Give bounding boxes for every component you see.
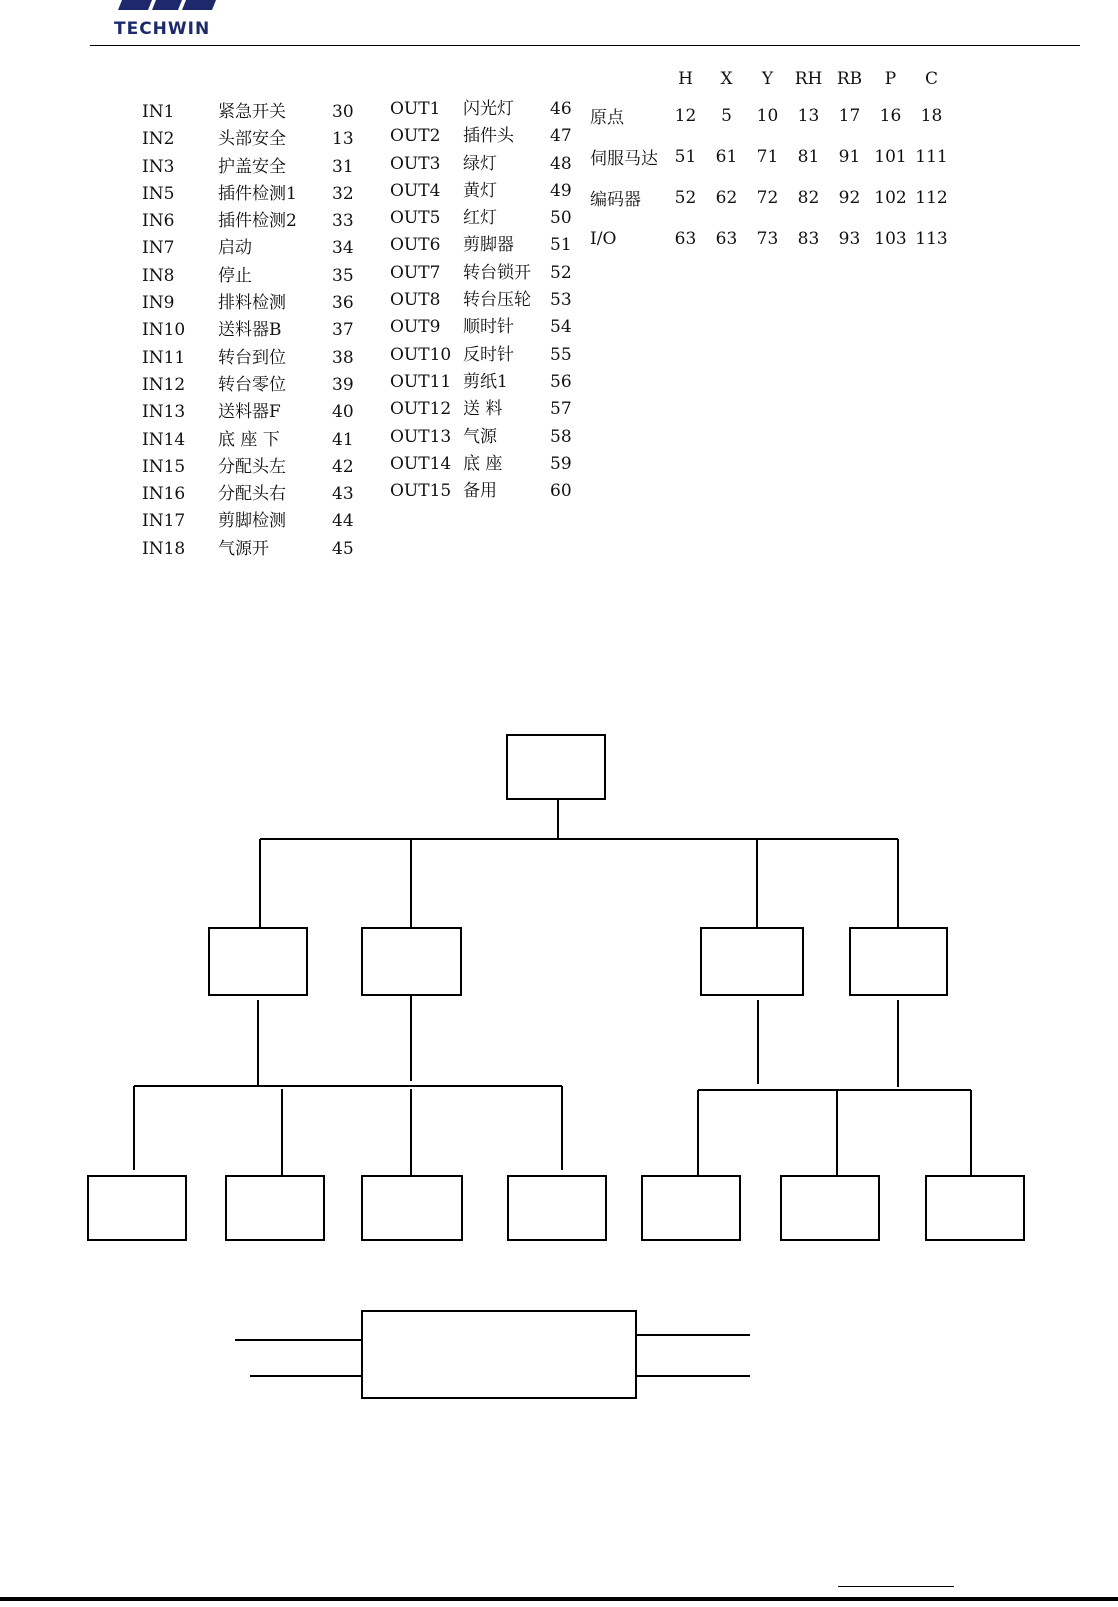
axis-cell: 51 — [674, 146, 697, 167]
input-name: 插件检测2 — [218, 211, 297, 232]
axis-column-header: H — [678, 69, 693, 89]
input-number: 45 — [332, 538, 354, 559]
bottom-box — [362, 1311, 636, 1398]
level2-box-1 — [88, 1176, 186, 1240]
output-number: 54 — [550, 317, 572, 338]
output-id: OUT7 — [390, 262, 441, 283]
axis-row-label: I/O — [590, 228, 617, 249]
input-name: 分配头右 — [218, 484, 286, 505]
input-id: IN18 — [142, 538, 186, 559]
axis-column-header: RH — [794, 69, 823, 89]
axis-cell: 81 — [797, 146, 820, 167]
output-number: 55 — [550, 344, 572, 365]
axis-cell: 16 — [879, 105, 902, 126]
output-name: 闪光灯 — [463, 99, 514, 119]
input-id: IN16 — [142, 484, 186, 505]
level1-box-4 — [850, 928, 947, 995]
axis-cell: 83 — [797, 228, 820, 249]
level2-box-2 — [226, 1176, 324, 1240]
output-number: 57 — [550, 399, 572, 420]
axis-cell: 73 — [756, 228, 779, 249]
input-name: 分配头左 — [218, 456, 286, 477]
axis-cell: 63 — [715, 228, 738, 249]
axis-cell: 5 — [721, 105, 732, 126]
axis-cell: 113 — [915, 228, 948, 249]
axis-column-header: RB — [836, 69, 863, 89]
output-number: 59 — [550, 453, 572, 474]
input-number: 44 — [332, 511, 354, 532]
output-id: OUT2 — [390, 126, 441, 147]
level1-box-2 — [362, 928, 461, 995]
footer-short-rule — [838, 1586, 954, 1587]
axis-cell: 102 — [874, 187, 907, 208]
output-name: 转台锁开 — [463, 262, 531, 283]
input-id: IN13 — [142, 402, 186, 423]
level2-box-7 — [926, 1176, 1024, 1240]
input-id: IN12 — [142, 374, 186, 395]
input-id: IN6 — [142, 211, 175, 232]
axis-cell: 103 — [874, 228, 907, 249]
input-name: 排料检测 — [218, 293, 286, 314]
level2-box-3 — [362, 1176, 462, 1240]
axis-cell: 61 — [715, 146, 738, 167]
output-id: OUT9 — [390, 317, 441, 338]
axis-cell: 17 — [838, 105, 861, 126]
axis-row-label: 伺服马达 — [590, 149, 658, 169]
output-id: OUT4 — [390, 180, 441, 201]
input-number: 38 — [332, 347, 354, 368]
output-number: 52 — [550, 262, 572, 283]
axis-cell: 111 — [915, 146, 948, 167]
axis-cell: 63 — [674, 228, 697, 249]
axis-cell: 18 — [920, 105, 943, 126]
output-name: 绿灯 — [463, 153, 497, 174]
root-box — [507, 735, 605, 799]
axis-cell: 62 — [715, 187, 738, 208]
output-id: OUT6 — [390, 235, 441, 256]
input-number: 32 — [332, 183, 354, 204]
level2-box-5 — [642, 1176, 740, 1240]
output-number: 49 — [550, 180, 572, 201]
level2-box-6 — [781, 1176, 879, 1240]
output-number: 48 — [550, 153, 572, 174]
input-name: 护盖安全 — [218, 156, 286, 177]
axis-row-label: 原点 — [590, 108, 624, 128]
input-name: 转台到位 — [218, 347, 286, 368]
output-id: OUT5 — [390, 208, 441, 229]
input-name: 送料器B — [218, 320, 282, 341]
level1-box-1 — [209, 928, 307, 995]
axis-cell: 101 — [874, 146, 907, 167]
output-id: OUT13 — [390, 426, 452, 447]
axis-column-header: P — [884, 69, 897, 89]
axis-cell: 92 — [838, 187, 861, 208]
input-name: 转台零位 — [218, 374, 286, 395]
axis-cell: 91 — [838, 146, 861, 167]
input-name: 头部安全 — [218, 129, 286, 150]
input-number: 13 — [332, 129, 354, 150]
input-id: IN7 — [142, 238, 175, 259]
output-name: 红灯 — [463, 208, 497, 229]
input-id: IN11 — [142, 347, 186, 368]
output-name: 顺时针 — [463, 317, 514, 338]
output-number: 46 — [550, 99, 572, 119]
footer-divider — [0, 1597, 1118, 1601]
input-number: 39 — [332, 374, 354, 395]
level2-box-4 — [508, 1176, 606, 1240]
output-name: 气源 — [463, 426, 497, 447]
axis-column-header: C — [924, 69, 938, 89]
axis-cell: 72 — [756, 187, 779, 208]
input-name: 插件检测1 — [218, 183, 297, 204]
output-name: 黄灯 — [463, 180, 497, 201]
input-id: IN9 — [142, 293, 175, 314]
output-id: OUT14 — [390, 453, 452, 474]
input-id: IN3 — [142, 156, 175, 177]
output-number: 53 — [550, 290, 572, 311]
input-id: IN10 — [142, 320, 186, 341]
input-id: IN15 — [142, 456, 186, 477]
input-number: 41 — [332, 429, 354, 450]
input-name: 紧急开关 — [218, 102, 286, 122]
output-number: 50 — [550, 208, 572, 229]
input-id: IN2 — [142, 129, 175, 150]
input-number: 34 — [332, 238, 354, 259]
input-id: IN14 — [142, 429, 186, 450]
axis-cell: 52 — [674, 187, 697, 208]
output-name: 送 料 — [463, 399, 503, 420]
output-number: 51 — [550, 235, 572, 256]
axis-cell: 93 — [838, 228, 861, 249]
input-name: 启动 — [218, 238, 252, 259]
input-number: 37 — [332, 320, 354, 341]
output-name: 底 座 — [463, 453, 503, 474]
output-id: OUT1 — [390, 99, 441, 119]
output-id: OUT11 — [390, 371, 452, 392]
axis-column-header: Y — [761, 69, 774, 89]
input-id: IN8 — [142, 265, 175, 286]
output-id: OUT3 — [390, 153, 441, 174]
output-name: 转台压轮 — [463, 290, 531, 311]
input-number: 43 — [332, 484, 354, 505]
input-id: IN17 — [142, 511, 186, 532]
axis-cell: 71 — [756, 146, 779, 167]
output-id: OUT15 — [390, 481, 452, 502]
axis-cell: 112 — [915, 187, 948, 208]
output-id: OUT10 — [390, 344, 452, 365]
input-number: 42 — [332, 456, 354, 477]
axis-row-label: 编码器 — [590, 190, 641, 210]
output-number: 47 — [550, 126, 572, 147]
axis-cell: 82 — [797, 187, 820, 208]
output-name: 插件头 — [463, 126, 514, 147]
input-number: 35 — [332, 265, 354, 286]
axis-cell: 10 — [756, 105, 779, 126]
output-id: OUT8 — [390, 290, 441, 311]
axis-cell: 12 — [674, 105, 697, 126]
level1-box-3 — [701, 928, 803, 995]
input-name: 停止 — [218, 265, 252, 286]
input-name: 剪脚检测 — [218, 511, 286, 532]
output-number: 56 — [550, 371, 572, 392]
input-id: IN1 — [142, 102, 175, 122]
output-name: 剪脚器 — [463, 235, 514, 256]
axis-column-header: X — [720, 69, 733, 89]
output-name: 备用 — [463, 481, 497, 502]
input-name: 送料器F — [218, 402, 281, 423]
input-number: 31 — [332, 156, 354, 177]
output-name: 反时针 — [463, 344, 514, 365]
input-name: 气源开 — [218, 538, 269, 559]
input-number: 40 — [332, 402, 354, 423]
output-id: OUT12 — [390, 399, 452, 420]
axis-cell: 13 — [797, 105, 820, 126]
output-name: 剪纸1 — [463, 371, 508, 392]
input-number: 36 — [332, 293, 354, 314]
output-number: 58 — [550, 426, 572, 447]
input-id: IN5 — [142, 183, 175, 204]
input-number: 33 — [332, 211, 354, 232]
output-number: 60 — [550, 481, 572, 502]
input-name: 底 座 下 — [218, 429, 280, 450]
input-number: 30 — [332, 102, 354, 122]
brand-name: TECHWIN — [114, 19, 211, 39]
